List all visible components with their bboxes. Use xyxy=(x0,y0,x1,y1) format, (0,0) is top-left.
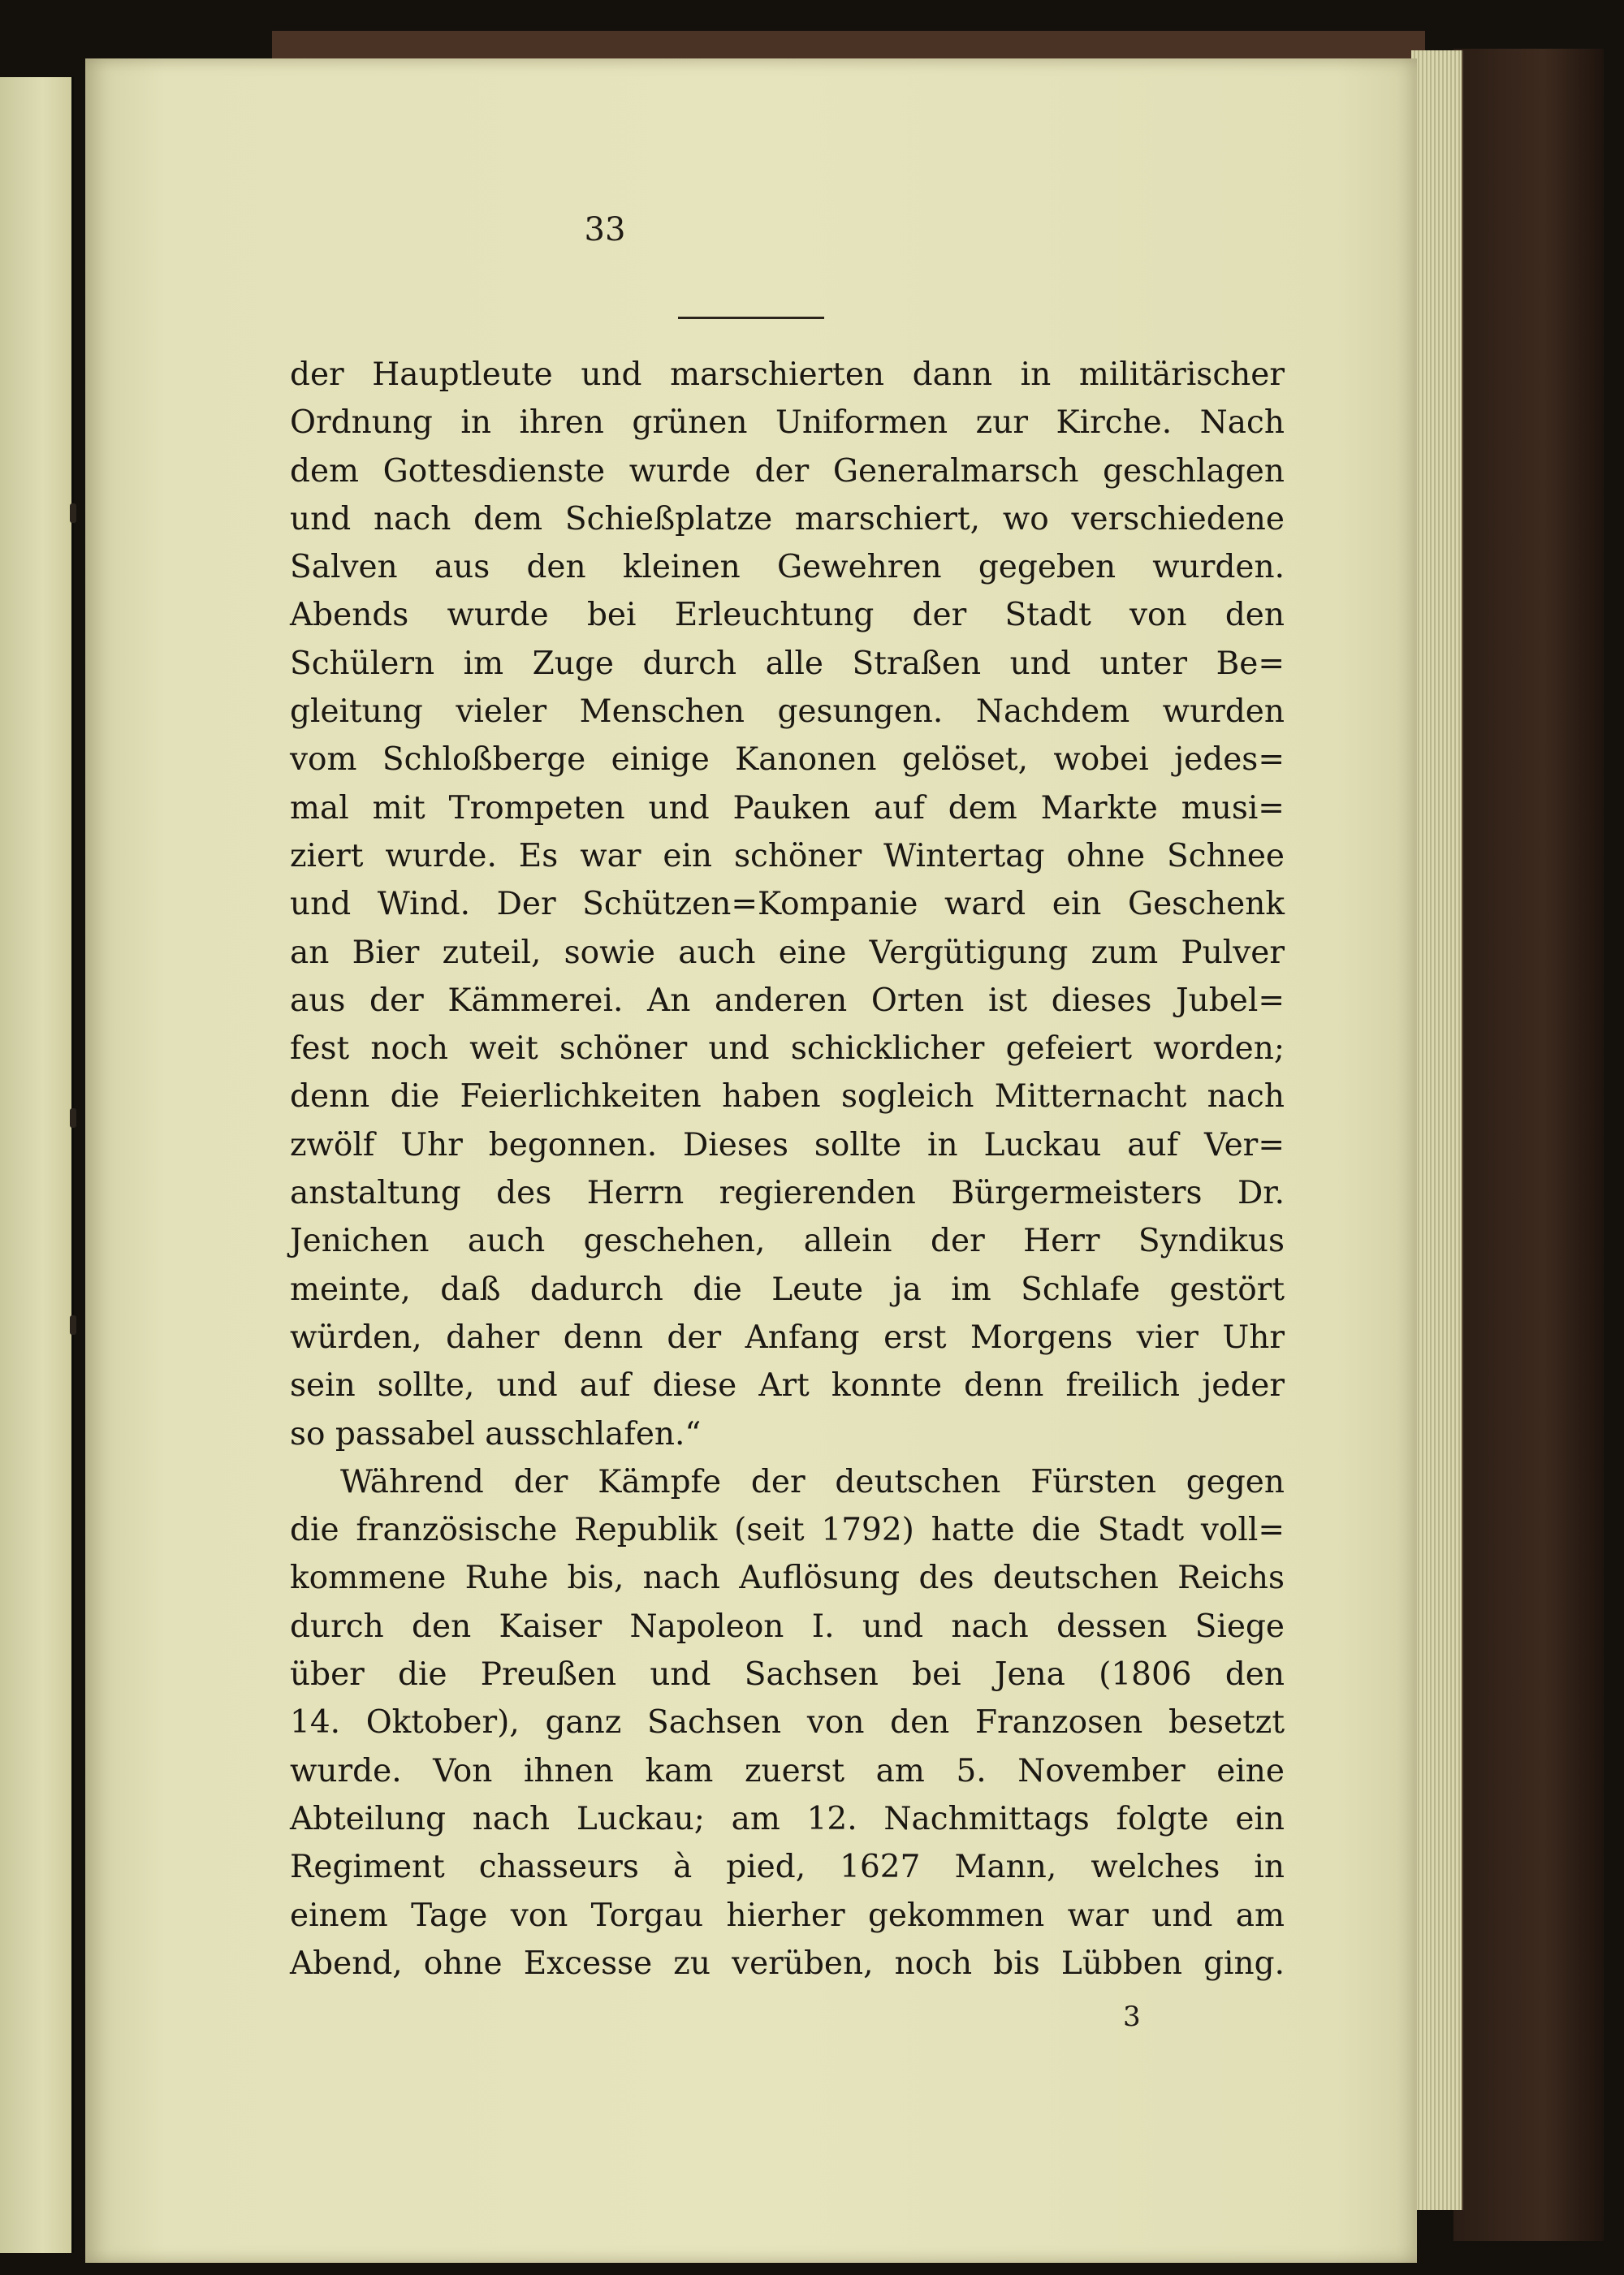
text-line: anstaltung des Herrn regierenden Bürgermeisters Dr. xyxy=(290,1175,1285,1212)
text-line: und Wind. Der Schützen=Kompanie ward ein Geschenk xyxy=(290,886,1285,923)
text-line: die französische Republik (seit 1792) hatte die Stadt voll= xyxy=(290,1512,1285,1549)
text-line: Abend, ohne Excesse zu verüben, noch bis Lübben ging. xyxy=(290,1945,1285,1982)
book-page xyxy=(85,58,1417,2263)
text-line: zwölf Uhr begonnen. Dieses sollte in Luckau auf Ver= xyxy=(290,1126,1285,1163)
page-number: 33 xyxy=(584,211,626,248)
text-line: der Hauptleute und marschierten dann in militärischer xyxy=(290,356,1285,393)
previous-page-edge xyxy=(0,77,74,2253)
text-line: dem Gottesdienste wurde der Generalmarsch geschlagen xyxy=(290,452,1285,490)
signature-mark: 3 xyxy=(1123,2001,1141,2033)
text-line: meinte, daß dadurch die Leute ja im Schlafe gestört xyxy=(290,1271,1285,1308)
page-edges xyxy=(1411,50,1463,2210)
text-line: ziert wurde. Es war ein schöner Wintertag ohne Schnee xyxy=(290,837,1285,874)
text-line: Abends wurde bei Erleuchtung der Stadt von den xyxy=(290,597,1285,634)
text-line: würden, daher denn der Anfang erst Morgens vier Uhr xyxy=(290,1319,1285,1356)
header-rule xyxy=(678,317,824,319)
text-line: Regiment chasseurs à pied, 1627 Mann, welches in xyxy=(290,1849,1285,1886)
margin-mark xyxy=(70,503,76,523)
text-line: denn die Feierlichkeiten haben sogleich Mitternacht nach xyxy=(290,1078,1285,1116)
text-line: kommene Ruhe bis, nach Auflösung des deutschen Reichs xyxy=(290,1560,1285,1597)
text-line: sein sollte, und auf diese Art konnte denn freilich jeder xyxy=(290,1367,1285,1405)
margin-mark xyxy=(70,1315,76,1335)
text-line: Schülern im Zuge durch alle Straßen und unter Be= xyxy=(290,645,1285,682)
text-line: so passabel ausschlafen.“ xyxy=(290,1415,702,1453)
text-line: einem Tage von Torgau hierher gekommen war und am xyxy=(290,1897,1285,1934)
text-line: Ordnung in ihren grünen Uniformen zur Kirche. Nach xyxy=(290,404,1285,442)
text-line: wurde. Von ihnen kam zuerst am 5. November eine xyxy=(290,1752,1285,1789)
text-line: vom Schloßberge einige Kanonen gelöset, wobei jedes= xyxy=(290,741,1285,779)
margin-mark xyxy=(70,1108,76,1128)
text-line: gleitung vieler Menschen gesungen. Nachdem wurden xyxy=(290,693,1285,731)
text-line: Abteilung nach Luckau; am 12. Nachmittags folgte ein xyxy=(290,1800,1285,1837)
text-line: Jenichen auch geschehen, allein der Herr Syndikus xyxy=(290,1223,1285,1260)
text-line: an Bier zuteil, sowie auch eine Vergütigung zum Pulver xyxy=(290,934,1285,971)
text-line: fest noch weit schöner und schicklicher gefeiert worden; xyxy=(290,1030,1285,1068)
text-line: Während der Kämpfe der deutschen Fürsten gegen xyxy=(340,1463,1285,1500)
text-line: aus der Kämmerei. An anderen Orten ist dieses Jubel= xyxy=(290,982,1285,1019)
text-line: Salven aus den kleinen Gewehren gegeben wurden. xyxy=(290,549,1285,586)
cover-board-right xyxy=(1453,49,1604,2241)
text-line: und nach dem Schießplatze marschiert, wo verschiedene xyxy=(290,500,1285,537)
text-line: mal mit Trompeten und Pauken auf dem Markte musi= xyxy=(290,789,1285,827)
text-line: 14. Oktober), ganz Sachsen von den Franzosen besetzt xyxy=(290,1704,1285,1742)
text-line: über die Preußen und Sachsen bei Jena (1806 den xyxy=(290,1656,1285,1694)
page-text xyxy=(290,351,1285,1988)
text-line: durch den Kaiser Napoleon I. und nach dessen Siege xyxy=(290,1608,1285,1645)
